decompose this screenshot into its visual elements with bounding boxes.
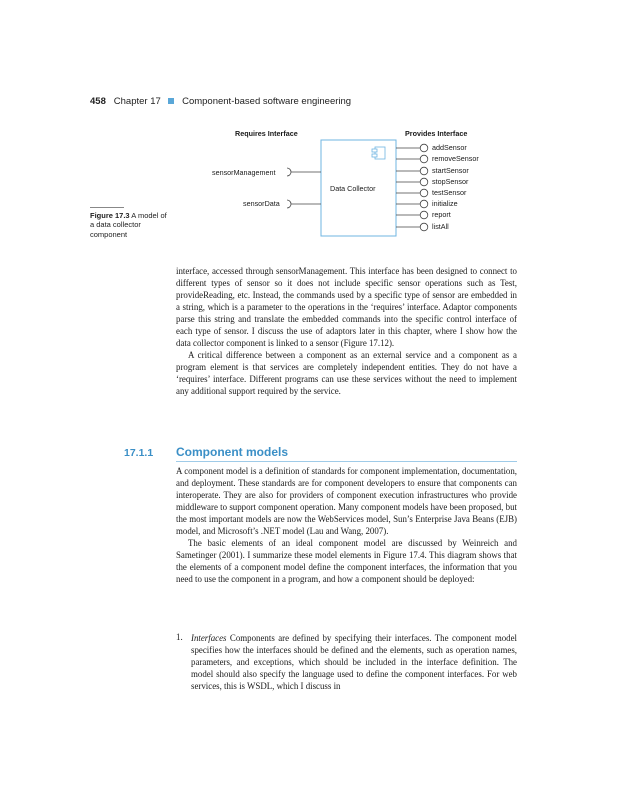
- section-rule: [176, 461, 517, 462]
- paragraph: interface, accessed through sensorManagement. This interface has been designed to connect to different types of sensor so it does not include specific sensor operations such as Test, provideReading, etc. Instead, the commands used by a specific type of sensor are embedded in a string, which is a parameter to the operations in the ‘requires’ interface. Adaptor components parse this string and translate the embedded commands into the specific control interface of each type of sensor. I discuss the use of adaptors later in this chapter, where I show how the data collector component is linked to a sensor (Figure 17.12).: [176, 266, 517, 348]
- provides-lollipop-startSensor: [396, 167, 428, 175]
- list-item: [191, 632, 517, 692]
- figure-caption-rule: [90, 207, 124, 208]
- provides-lollipop-stopSensor: [396, 178, 428, 186]
- list-item-text: Components are defined by specifying their interfaces. The component model specifies how the interfaces should be defined and the elements, such as operation names, parameters, and exceptions, which should be included in the interface definition. The model should also specify the language used to define the component interfaces. For web services, this is WSDL, which I discuss in: [191, 633, 517, 691]
- figure-label: Figure 17.3: [90, 211, 130, 220]
- page-number: 458: [90, 96, 106, 107]
- provides-label: removeSensor: [432, 154, 479, 163]
- requires-label-sensorData: sensorData: [243, 199, 280, 208]
- running-header: [90, 96, 540, 107]
- data-collector-diagram: [200, 125, 520, 245]
- provides-interface-title: Provides Interface: [405, 129, 468, 138]
- provides-label: testSensor: [432, 188, 467, 197]
- paragraph: The basic elements of an ideal component model are discussed by Weinreich and Sametinger (2001). I summarize these model elements in Figure 17.4. This diagram shows that the elements of a component model define the component interfaces, the information that you need to use the component in a program, and how a component should be deployed:: [176, 538, 517, 584]
- requires-socket-sensorManagement: [287, 168, 321, 176]
- header-square-icon: [168, 98, 174, 104]
- paragraph: A critical difference between a component as an external service and a component as a program element is that services are completely independent entities. They do not have a ‘requires’ interface. Different programs can use these services without the need to implement any additional support required by the service.: [176, 350, 517, 396]
- provides-label: stopSensor: [432, 177, 469, 186]
- section-text: [176, 465, 517, 585]
- provides-lollipop-removeSensor: [396, 155, 428, 163]
- provides-label: initialize: [432, 199, 458, 208]
- requires-label-sensorManagement: sensorManagement: [212, 168, 276, 177]
- provides-label: listAll: [432, 222, 449, 231]
- chapter-label: Chapter 17: [113, 96, 161, 107]
- provides-lollipop-testSensor: [396, 189, 428, 197]
- figure-caption-text: A model of a data collector component: [90, 211, 167, 239]
- section-title: Component models: [176, 445, 289, 459]
- provides-lollipop-initialize: [396, 200, 428, 208]
- provides-lollipop-listAll: [396, 223, 428, 231]
- section-number: 17.1.1: [124, 447, 154, 459]
- requires-interface-title: Requires Interface: [235, 129, 298, 138]
- provides-lollipop-report: [396, 211, 428, 219]
- requires-socket-sensorData: [287, 200, 321, 208]
- list-item-number: 1.: [176, 632, 183, 642]
- provides-label: report: [432, 210, 451, 219]
- provides-label: addSensor: [432, 143, 467, 152]
- paragraph: A component model is a definition of standards for component implementation, documentation, and deployment. These standards are for component developers to ensure that components can interoperate. They are also for providers of component execution infrastructures who provide middleware to support component operation. Many component models have been proposed, but the most important models are now the WebServices model, Sun’s Enterprise Java Beans (EJB) model, and Microsoft’s .NET model (Lau and Wang, 2007).: [176, 466, 517, 536]
- figure-caption: [90, 211, 172, 239]
- provides-lollipop-addSensor: [396, 144, 428, 152]
- provides-label: startSensor: [432, 166, 469, 175]
- intro-text: [176, 265, 517, 397]
- chapter-title: Component-based software engineering: [182, 96, 352, 107]
- list-item-term: Interfaces: [191, 633, 227, 643]
- component-name: Data Collector: [330, 184, 376, 193]
